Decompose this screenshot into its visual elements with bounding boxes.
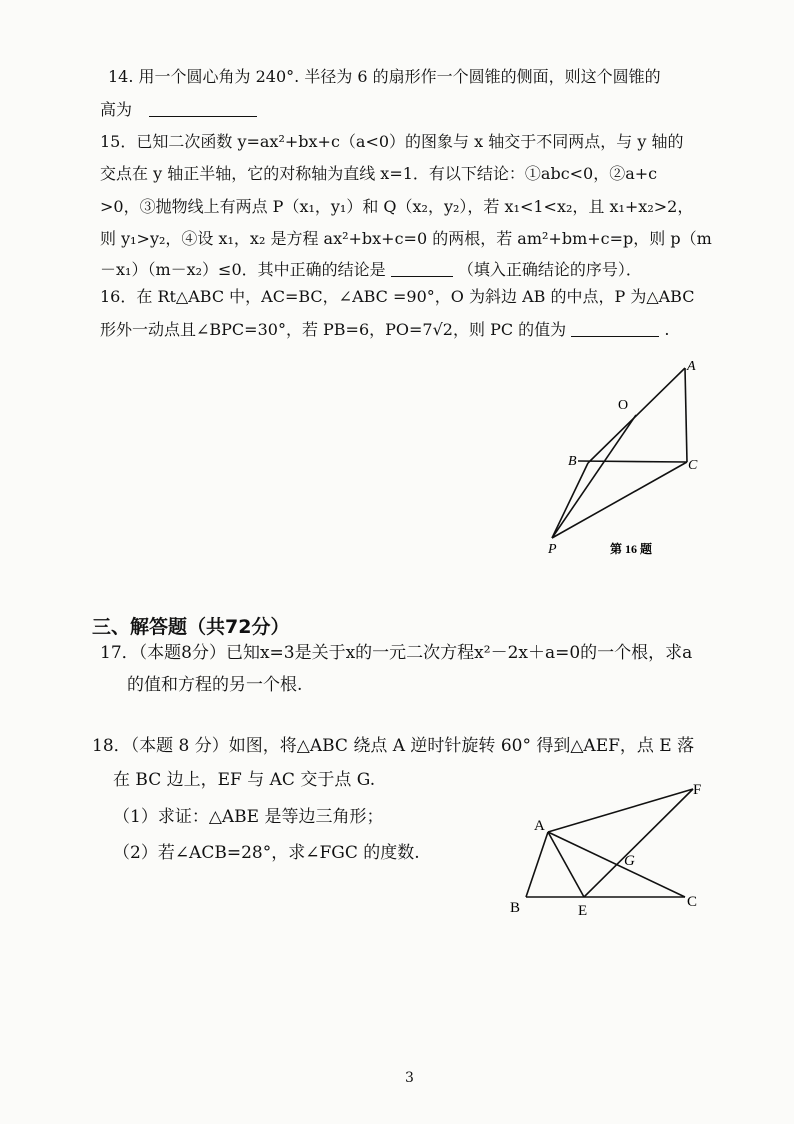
q18-part2: （2）若∠ACB=28°，求∠FGC 的度数. xyxy=(113,843,420,863)
q16-segment-AC xyxy=(685,368,687,462)
q15-line2: 交点在 y 轴正半轴，它的对称轴为直线 x=1．有以下结论：①abc<0，②a+c xyxy=(100,164,658,183)
q16-line2-tail: . xyxy=(664,320,670,339)
q15-line4: 则 y₁>y₂，④设 x₁，x₂ 是方程 ax²+bx+c=0 的两根，若 am²+bm+c=p，则 p（m xyxy=(100,229,712,248)
q16-line1: 16．在 Rt△ABC 中，AC=BC，∠ABC =90°，O 为斜边 AB 的中点，P 为△ABC xyxy=(100,287,695,306)
q16-label-C: C xyxy=(688,458,698,473)
q18-part1: （1）求证：△ABE 是等边三角形； xyxy=(113,807,384,827)
q18-label-F: F xyxy=(693,782,702,798)
q16-segment-BC xyxy=(578,461,687,462)
q18-line2: 在 BC 边上，EF 与 AC 交于点 G. xyxy=(113,770,376,790)
q18-line1: 18．（本题 8 分）如图，将△ABC 绕点 A 逆时针旋转 60° 得到△AEF，点 E 落 xyxy=(92,736,695,756)
q15-line5-tail: （填入正确结论的序号）． xyxy=(457,260,642,279)
q14-line1: 14. 用一个圆心角为 240°. 半径为 6 的扇形作一个圆锥的侧面，则这个圆锥的 xyxy=(108,67,661,86)
q18-segment-AB xyxy=(526,832,548,897)
q16-figure xyxy=(540,355,720,565)
q16-line2-text: 形外一动点且∠BPC=30°，若 PB=6，PO=7√2，则 PC 的值为 xyxy=(100,320,567,339)
q14-line2 xyxy=(100,99,257,121)
q18-label-C: C xyxy=(687,894,698,910)
q16-line2 xyxy=(100,319,669,341)
q16-segment-PC xyxy=(552,462,687,538)
q18-label-G: G xyxy=(624,853,635,869)
q18-label-E: E xyxy=(578,903,588,919)
q18-figure xyxy=(500,780,720,920)
q16-segment-PO xyxy=(552,415,636,538)
q15-line3: >0，③抛物线上有两点 P（x₁，y₁）和 Q（x₂，y₂），若 x₁<1<x₂，且 x₁+x₂>2， xyxy=(100,197,694,216)
q16-label-A: A xyxy=(687,359,696,374)
q18-segment-AE xyxy=(548,832,584,897)
q15-line1: 15．已知二次函数 y=ax²+bx+c（a<0）的图象与 x 轴交于不同两点，与 y 轴的 xyxy=(100,132,684,151)
q16-answer-blank xyxy=(571,320,659,337)
q15-answer-blank xyxy=(391,260,453,277)
page-number: 3 xyxy=(405,1070,414,1086)
q16-segment-PB xyxy=(552,463,588,538)
q16-label-B: B xyxy=(568,454,577,469)
q17-line2: 的值和方程的另一个根. xyxy=(127,675,303,695)
q14-prefix: 高为 xyxy=(100,100,133,119)
q15-line5-text: －x₁）（m－x₂）≤0．其中正确的结论是 xyxy=(100,260,386,279)
q16-figure-caption: 第 16 题 xyxy=(610,542,653,556)
section-title: 三、解答题（共72分） xyxy=(92,616,290,638)
q16-label-P: P xyxy=(548,542,557,557)
q18-label-B: B xyxy=(510,900,521,916)
q14-answer-blank xyxy=(149,100,257,117)
q15-line5 xyxy=(100,259,642,281)
q17-line1: 17．（本题8分）已知x=3是关于x的一元二次方程x²－2x＋a=0的一个根，求a xyxy=(100,643,693,663)
q18-label-A: A xyxy=(534,818,545,834)
q16-label-O: O xyxy=(618,398,629,413)
